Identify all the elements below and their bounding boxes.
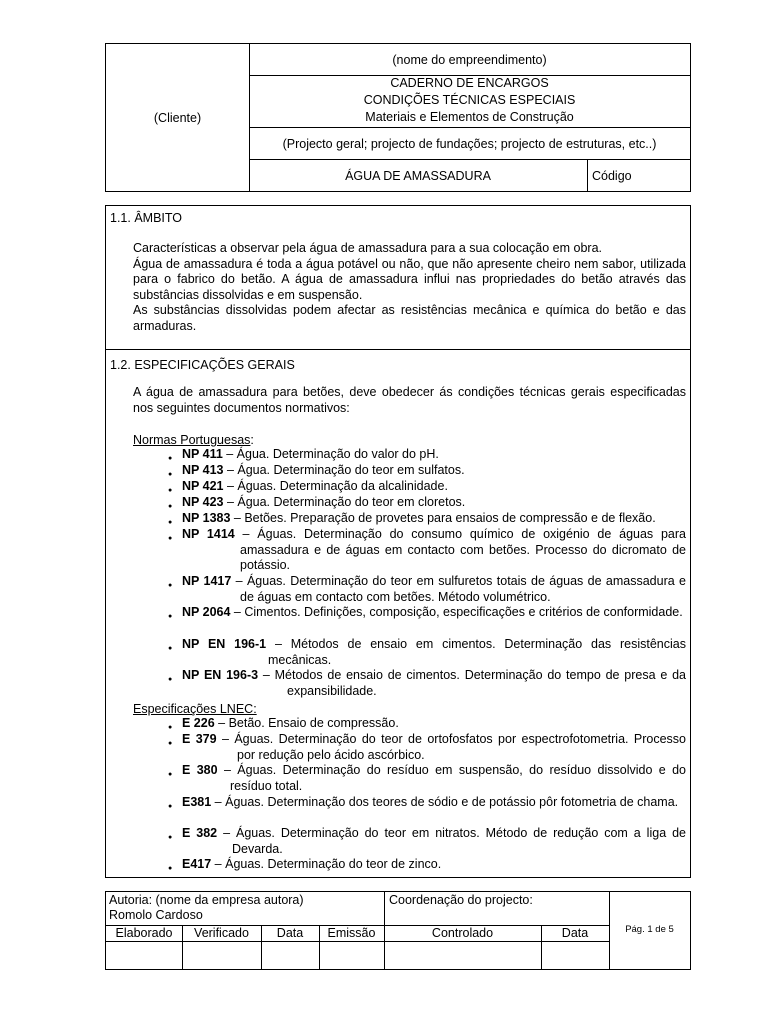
list-item xyxy=(168,511,686,527)
doc-type-line3: Materiais e Elementos de Construção xyxy=(365,110,574,124)
col-controlado: Controlado xyxy=(431,926,494,940)
project-name: (nome do empreendimento) xyxy=(392,53,547,67)
list-item: ● E381 – Águas. Determinação dos teores de sódio e de potássio pôr fotometria de chama. xyxy=(168,795,679,810)
norm-description: – Água. Determinação do valor do pH. xyxy=(222,447,439,461)
norm-description: – Águas. Determinação do teor de ortofosfatos por espectrofotometria. Processo por redução pelo ácido ascórbico. xyxy=(216,732,686,762)
list-item xyxy=(168,479,686,495)
bullet-icon: ● xyxy=(168,487,173,494)
norm-code: NP 2064 xyxy=(182,605,231,619)
np-heading-text: Normas Portuguesas xyxy=(133,433,251,447)
norm-description: – Betão. Ensaio de compressão. xyxy=(214,716,399,730)
list-item xyxy=(168,495,686,511)
norm-description: – Águas. Determinação dos teores de sódio e de potássio pôr fotometria de chama. xyxy=(211,795,679,809)
norm-code: E417 xyxy=(182,857,212,871)
bullet-icon: ● xyxy=(168,503,173,510)
list-item: ● E 379 – Águas. Determinação do teor de ortofosfatos por espectrofotometria. Processo por redução pelo ácido ascórbico. xyxy=(168,732,686,762)
norm-description: – Águas. Determinação do resíduo em suspensão, do resíduo dissolvido e do resíduo total. xyxy=(217,763,687,793)
client-label: (Cliente) xyxy=(153,111,202,125)
bullet-icon: ● xyxy=(168,471,173,478)
general-intro: A água de amassadura para betões, deve obedecer ás condições técnicas gerais especificadas nos seguintes documentos normativos: xyxy=(133,385,686,415)
norm-description: – Betões. Preparação de provetes para ensaios de compressão e de flexão. xyxy=(230,511,656,525)
np-heading xyxy=(133,432,254,448)
scope-paragraph: Características a observar pela água de amassadura para a sua colocação em obra. xyxy=(133,241,603,255)
col-data: Data xyxy=(276,926,304,940)
col-emissao: Emissão xyxy=(327,926,376,940)
norm-code: E 382 xyxy=(182,826,218,840)
bullet-icon: ● xyxy=(168,455,173,462)
norm-description: – Água. Determinação do teor em cloretos. xyxy=(223,495,466,509)
norm-code: NP 1417 xyxy=(182,574,232,588)
norm-code: NP 413 xyxy=(182,463,224,477)
scope-section xyxy=(105,205,691,350)
norm-code: E 226 xyxy=(182,716,215,730)
norm-code: NP 423 xyxy=(182,495,224,509)
col-data: Data xyxy=(561,926,589,940)
norm-description: – Águas. Determinação do teor em sulfuretos totais de águas de amassadura e de águas em contacto com betões. Método volumétrico. xyxy=(231,574,686,604)
list-item: ● NP 2064 – Cimentos. Definições, composição, especificações e critérios de conformidade. xyxy=(168,605,683,620)
header-divider xyxy=(249,159,690,160)
list-item: ● NP EN 196-3 – Métodos de ensaio de cimentos. Determinação do tempo de presa e da expansibilidade. xyxy=(168,668,686,698)
lnec-heading: Especificações LNEC: xyxy=(133,702,257,716)
footer-divider xyxy=(384,892,385,926)
bullet-icon: ● xyxy=(168,519,173,526)
doc-type-line1: CADERNO DE ENCARGOS xyxy=(390,76,549,90)
doc-type-line2: CONDIÇÕES TÉCNICAS ESPECIAIS xyxy=(363,93,576,107)
bullet-icon: ● xyxy=(168,724,173,731)
list-item xyxy=(168,857,686,873)
norm-code: NP 421 xyxy=(182,479,224,493)
scope-body xyxy=(133,241,686,334)
norm-description: – Água. Determinação do teor em sulfatos. xyxy=(223,463,465,477)
norm-code: NP 1414 xyxy=(182,527,235,541)
norm-code: E 379 xyxy=(182,732,217,746)
scope-heading: 1.1. ÂMBITO xyxy=(110,211,183,225)
header-divider xyxy=(249,127,690,128)
list-item: ● E 382 – Águas. Determinação do teor em nitratos. Método de redução com a liga de Devarda. xyxy=(168,826,686,856)
coordination-label: Coordenação do projecto: xyxy=(389,893,533,907)
author-label: Autoria: (nome da empresa autora) xyxy=(109,893,304,907)
list-item: ● NP 1417 – Águas. Determinação do teor em sulfuretos totais de águas de amassadura e de águas em contacto com betões. Método volumétrico. xyxy=(168,574,686,604)
norm-description: – Cimentos. Definições, composição, especificações e critérios de conformidade. xyxy=(230,605,683,619)
norm-description: – Águas. Determinação do consumo químico de oxigénio de águas para amassadura e de águas em contacto com betões. Processo do dicromato de potássio. xyxy=(234,527,686,573)
norm-description: – Águas. Determinação do teor em nitratos. Método de redução com a liga de Devarda. xyxy=(217,826,686,856)
col-elaborado: Elaborado xyxy=(115,926,173,940)
norm-code: E381 xyxy=(182,795,212,809)
norm-code: NP EN 196-3 xyxy=(182,668,259,682)
page-number: Pág. 1 de 5 xyxy=(625,924,674,935)
author-name: Romolo Cardoso xyxy=(109,908,203,922)
col-verificado: Verificado xyxy=(194,926,249,940)
list-item: ● E 380 – Águas. Determinação do resíduo em suspensão, do resíduo dissolvido e do resíduo total. xyxy=(168,763,687,793)
list-item xyxy=(168,716,686,732)
np-heading-colon: : xyxy=(250,433,254,447)
norm-description: – Águas. Determinação do teor de zinco. xyxy=(211,857,442,871)
norm-description: – Águas. Determinação da alcalinidade. xyxy=(223,479,448,493)
list-item xyxy=(168,447,686,463)
norm-code: NP 1383 xyxy=(182,511,231,525)
general-section xyxy=(105,349,691,878)
norm-description: – Métodos de ensaio em cimentos. Determinação das resistências mecânicas. xyxy=(266,637,686,667)
norm-description: – Métodos de ensaio de cimentos. Determinação do tempo de presa e da expansibilidade. xyxy=(258,668,686,698)
scope-paragraph: As substâncias dissolvidas podem afectar as resistências mecânica e química do betão e das armaduras. xyxy=(133,303,686,333)
norm-code: E 380 xyxy=(182,763,218,777)
footer-table xyxy=(105,891,691,970)
general-heading: 1.2. ESPECIFICAÇÕES GERAIS xyxy=(110,358,295,372)
bullet-icon: ● xyxy=(168,865,173,872)
norm-code: NP EN 196-1 xyxy=(182,637,267,651)
header-table xyxy=(105,43,691,192)
list-item: ● NP EN 196-1 – Métodos de ensaio em cimentos. Determinação das resistências mecânicas. xyxy=(168,637,686,667)
section-title: ÁGUA DE AMASSADURA xyxy=(345,169,491,183)
project-scope: (Projecto geral; projecto de fundações; projecto de estruturas, etc..) xyxy=(282,137,657,151)
norm-code: NP 411 xyxy=(182,447,223,461)
list-item xyxy=(168,463,686,479)
scope-paragraph: Água de amassadura é toda a água potável ou não, que não apresente cheiro nem sabor, utilizada para o fabrico do betão. A água de amassadura influi nas propriedades do betão através das substâncias dissolvidas e em suspensão. xyxy=(133,256,686,302)
header-divider xyxy=(587,159,588,191)
code-label: Código xyxy=(592,169,632,183)
list-item: ● NP 1414 – Águas. Determinação do consumo químico de oxigénio de águas para amassadura e de águas em contacto com betões. Processo do dicromato de potássio. xyxy=(168,527,686,573)
